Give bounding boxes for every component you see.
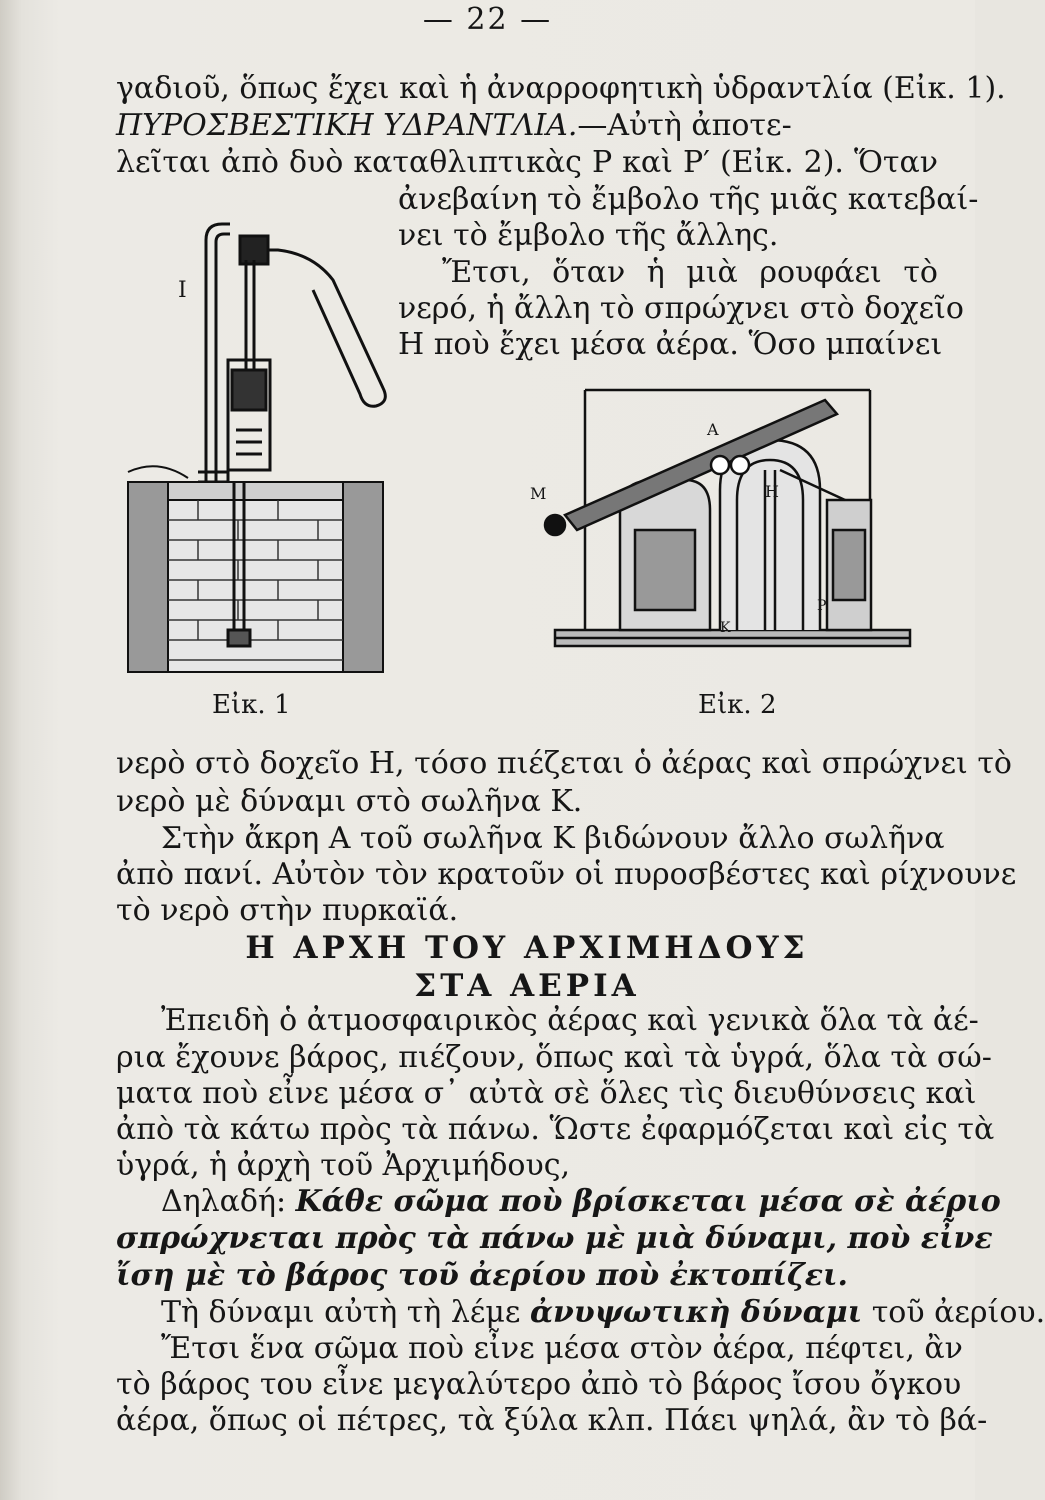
text-line: ἀέρα, ὅπως οἱ πέτρες, τὰ ξύλα κλπ. Πάει ψηλά, ἂν τὸ βά- <box>116 1403 988 1438</box>
label-P: Ρ <box>817 598 827 614</box>
emphasis-line: ἴση μὲ τὸ βάρος τοῦ ἀερίου ποὺ ἐκτοπίζει. <box>116 1258 848 1293</box>
text-line: Ἔτσι, ὅταν ἡ μιὰ ρουφάει τὸ <box>442 255 938 290</box>
text-line: ρια ἔχουνε βάρος, πιέζουν, ὅπως καὶ τὰ ὑγρά, ὅλα τὰ σώ- <box>116 1040 992 1075</box>
label-I: Ι <box>178 278 187 303</box>
text-line: ἀνεβαίνη τὸ ἔμβολο τῆς μιᾶς κατεβαί- <box>398 182 979 217</box>
text-span: —Αὐτὴ ἀποτε- <box>577 108 792 143</box>
figure-1-suction-pump <box>128 210 408 670</box>
label-M: Μ <box>530 484 547 503</box>
emphasis-line: σπρώχνεται πρὸς τὰ πάνω μὲ μιὰ δύναμι, ποὺ εἶνε <box>116 1221 993 1256</box>
text-line: ματα ποὺ εἶνε μέσα σ᾽ αὐτὰ σὲ ὅλες τὶς διευθύνσεις καὶ <box>116 1076 977 1111</box>
label-H: Η <box>765 482 779 501</box>
section-heading: ΣΤΑ ΑΕΡΙΑ <box>414 968 640 1004</box>
text-line <box>116 1183 1001 1221</box>
text-line: νερὸ στὸ δοχεῖο Η, τόσο πιέζεται ὁ ἀέρας καὶ σπρώχνει τὸ <box>116 746 1012 781</box>
section-title: ΠΥΡΟΣΒΕΣΤΙΚΗ ΥΔΡΑΝΤΛΙΑ. <box>116 108 578 143</box>
text-line <box>116 107 938 145</box>
text-line: Η ποὺ ἔχει μέσα ἀέρα. Ὅσο μπαίνει <box>398 327 943 362</box>
text-line: ὑγρά, ἡ ἀρχὴ τοῦ Ἀρχιμήδους, <box>116 1148 571 1183</box>
text-span: τοῦ ἀερίου. <box>871 1295 1045 1330</box>
text-line: λεῖται ἀπὸ δυὸ καταθλιπτικὰς Ρ καὶ Ρ′ (Εἰκ. 2). Ὅταν <box>116 145 938 180</box>
term-text: ἀνυψωτικὴ δύναμι <box>529 1295 863 1330</box>
text-span: Δηλαδή: <box>161 1184 287 1219</box>
text-span: Τὴ δύναμι αὐτὴ τὴ λέμε <box>161 1295 521 1330</box>
label-A: Α <box>707 420 719 439</box>
page-number: — 22 — <box>422 2 553 37</box>
text-line: γαδιοῦ, ὅπως ἔχει καὶ ἡ ἀναρροφητικὴ ὑδραντλία (Εἰκ. 1). <box>116 71 1006 106</box>
text-line: τὸ βάρος του εἶνε μεγαλύτερο ἀπὸ τὸ βάρος ἴσου ὄγκου <box>116 1367 962 1402</box>
text-line: νερὸ μὲ δύναμι στὸ σωλῆνα Κ. <box>116 784 583 819</box>
text-line: ἀπὸ πανί. Αὐτὸν τὸν κρατοῦν οἱ πυροσβέστες καὶ ρίχνουνε <box>116 857 1017 892</box>
text-line <box>116 1294 1045 1332</box>
figure-2-caption: Εἰκ. 2 <box>698 690 777 720</box>
text-line: νερό, ἡ ἄλλη τὸ σπρώχνει στὸ δοχεῖο <box>398 291 964 326</box>
emphasis-text: Κάθε σῶμα ποὺ βρίσκεται μέσα σὲ ἀέριο <box>295 1184 1001 1219</box>
label-K: Κ <box>720 620 731 636</box>
text-line: Στὴν ἄκρη Α τοῦ σωλῆνα Κ βιδώνουν ἄλλο σωλῆνα <box>161 821 945 856</box>
text-line: τὸ νερὸ στὴν πυρκαϊά. <box>116 893 459 928</box>
text-line: ἀπὸ τὰ κάτω πρὸς τὰ πάνω. Ὥστε ἐφαρμόζεται καὶ εἰς τὰ <box>116 1112 995 1147</box>
text-line: νει τὸ ἔμβολο τῆς ἄλλης. <box>398 218 779 253</box>
figure-1-caption: Εἰκ. 1 <box>212 690 291 720</box>
text-line: Ἔτσι ἕνα σῶμα ποὺ εἶνε μέσα στὸν ἀέρα, πέφτει, ἂν <box>161 1331 963 1366</box>
section-heading: Η ΑΡΧΗ ΤΟΥ ΑΡΧΙΜΗΔΟΥΣ <box>245 930 809 966</box>
text-line: Ἐπειδὴ ὁ ἀτμοσφαιρικὸς ἀέρας καὶ γενικὰ ὅλα τὰ ἀέ- <box>161 1003 979 1038</box>
